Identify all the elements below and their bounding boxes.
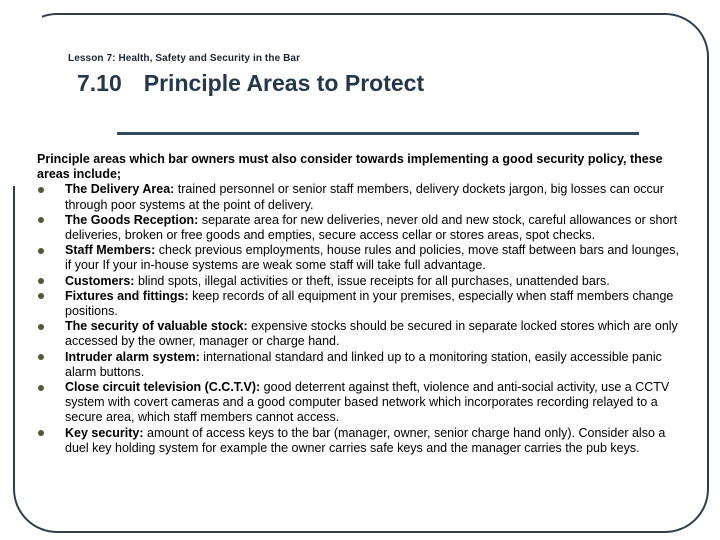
list-item	[37, 426, 687, 456]
bullet-dot-icon	[38, 293, 44, 299]
title-underline	[117, 132, 639, 135]
bullet-term: The Delivery Area:	[65, 182, 175, 197]
bullet-dot-icon	[38, 385, 44, 391]
bullet-text: international standard and linked up to a monitoring station, easily accessible panic alarm buttons.	[65, 349, 662, 379]
bullet-dot-icon	[38, 354, 44, 360]
lesson-header: Lesson 7: Health, Safety and Security in the Bar	[68, 53, 301, 64]
bullet-dot-icon	[38, 187, 44, 193]
bullet-term: The security of valuable stock:	[65, 319, 248, 334]
list-item	[37, 213, 687, 243]
bullet-dot-icon	[38, 324, 44, 330]
bullet-term: Key security:	[65, 425, 144, 440]
bullet-text: trained personnel or senior staff members, delivery dockets jargon, big losses can occur through poor systems at the point of delivery.	[65, 182, 664, 212]
list-item	[37, 289, 687, 319]
section-number: 7.10	[77, 70, 122, 96]
bullet-term: Fixtures and fittings:	[65, 288, 189, 303]
list-item	[37, 319, 687, 349]
content-body	[37, 152, 687, 456]
list-item	[37, 350, 687, 380]
list-item	[37, 243, 687, 273]
bullet-term: Customers:	[65, 273, 135, 288]
list-item	[37, 380, 687, 426]
bullet-text: check previous employments, house rules and policies, move staff between bars and lounges, if your If your in-house systems are weak some staff will take full advantage.	[65, 243, 679, 273]
bullet-dot-icon	[38, 278, 44, 284]
intro-text: Principle areas which bar owners must also consider towards implementing a good security policy, these areas include;	[37, 152, 663, 182]
bullet-text: separate area for new deliveries, never old and new stock, careful allowances or short deliveries, broken or free goods and empties, secure access cellar or stores areas, spot checks.	[65, 212, 678, 243]
bullet-text: blind spots, illegal activities or theft, issue receipts for all purchases, unattended bars.	[134, 273, 610, 288]
bullet-term: Close circuit television (C.C.T.V):	[65, 380, 261, 395]
frame-gap	[0, 0, 42, 186]
bullet-text: expensive stocks should be secured in separate locked stores which are only accessed by the owner, manager or charge hand.	[65, 319, 678, 349]
bullet-list	[37, 182, 687, 456]
bullet-dot-icon	[38, 217, 44, 223]
bullet-term: Staff Members:	[65, 243, 156, 258]
list-item	[37, 182, 687, 212]
bullet-text: good deterrent against theft, violence and anti-social activity, use a CCTV system with covert cameras and a good computer based network which incorporates recording relayed to a secure area, which staff members cannot access.	[65, 380, 670, 425]
list-item	[37, 274, 687, 289]
title-text: Principle Areas to Protect	[143, 70, 425, 96]
bullet-dot-icon	[38, 430, 44, 436]
bullet-text: keep records of all equipment in your premises, especially when staff members change positions.	[65, 288, 674, 319]
bullet-text: amount of access keys to the bar (manager, owner, senior charge hand only). Consider also a duel key holding system for example the owner carries safe keys and the manager carries the pub keys.	[65, 425, 666, 455]
bullet-dot-icon	[38, 248, 44, 254]
bullet-term: The Goods Reception:	[65, 212, 199, 227]
bullet-term: Intruder alarm system:	[65, 349, 200, 364]
page-title	[77, 70, 424, 97]
